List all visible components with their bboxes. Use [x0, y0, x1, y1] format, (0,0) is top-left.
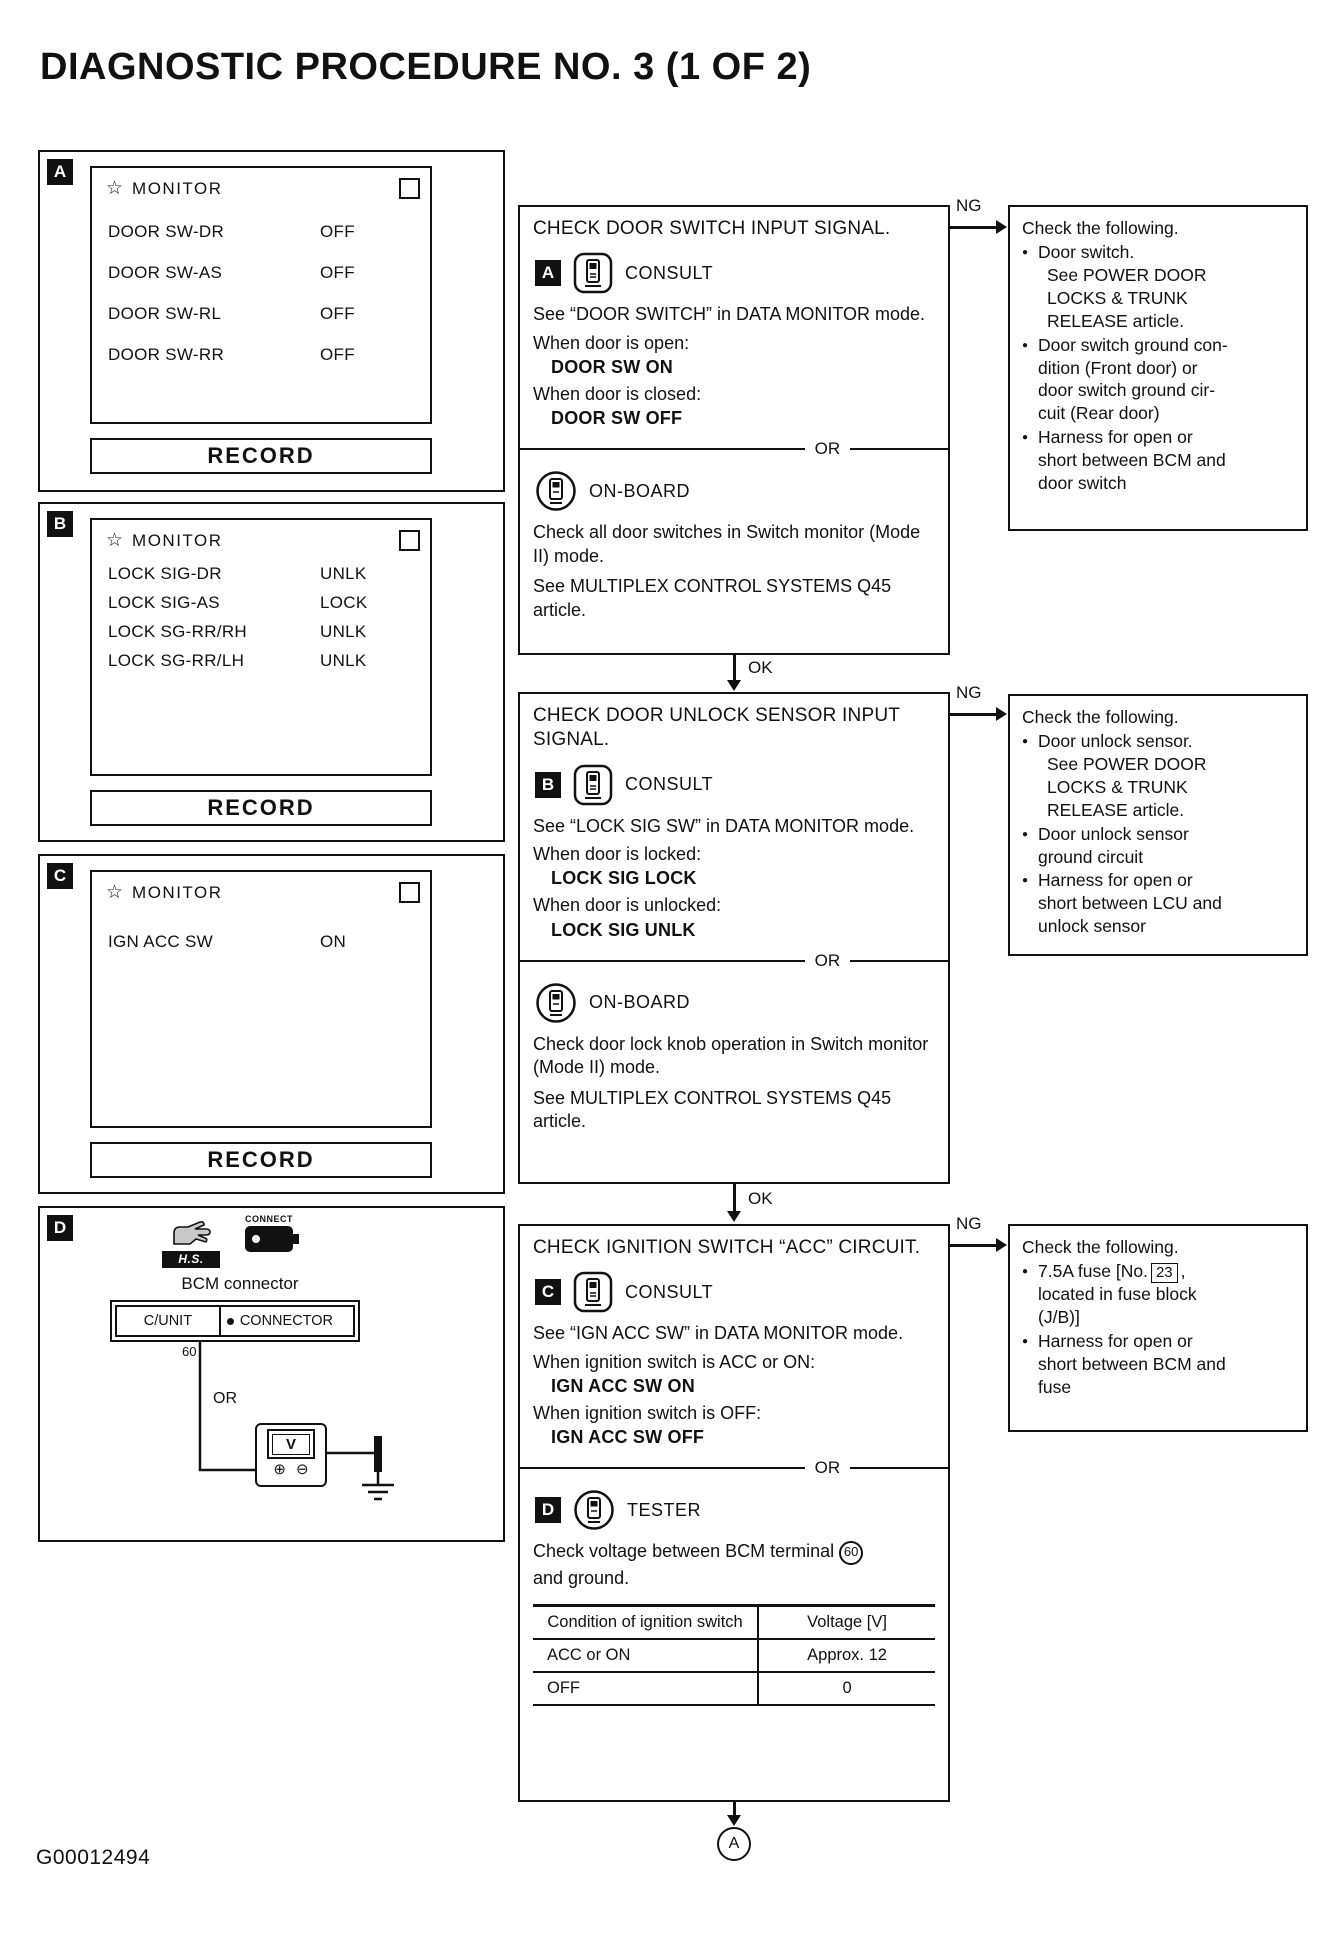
consult-icon: [573, 1271, 613, 1313]
hand-icon: [164, 1220, 218, 1246]
monitor-square-icon: [399, 530, 420, 551]
method-name: ON-BOARD: [589, 480, 691, 501]
see-article-text: See MULTIPLEX CONTROL SYSTEMS Q45 article.: [533, 1087, 892, 1131]
method-name: CONSULT: [625, 262, 714, 283]
onboard-text: Check all door switches in Switch monitor (Mode II) mode.: [533, 522, 921, 566]
connect-label: CONNECT: [245, 1214, 293, 1224]
voltmeter: [255, 1423, 327, 1487]
ng-bullet: ● Door switch ground con- dition (Front door) or door switch ground cir- cuit (Rear door): [1022, 334, 1228, 424]
connect-icon: [234, 1214, 304, 1252]
expected-value: LOCK SIG UNLK: [551, 919, 696, 940]
pin-dot-icon: [227, 1318, 234, 1325]
step-title: CHECK DOOR SWITCH INPUT SIGNAL.: [533, 218, 891, 239]
voltage-table: [533, 1604, 935, 1706]
see-article-text: See MULTIPLEX CONTROL SYSTEMS Q45 article.: [533, 576, 892, 620]
expected-value: IGN ACC SW ON: [551, 1376, 695, 1397]
figure-code: G00012494: [36, 1846, 151, 1869]
condition-text: When door is locked:: [533, 844, 702, 865]
monitor-square-icon: [399, 882, 420, 903]
ng-bullet: ● Harness for open or short between BCM and door switch: [1022, 427, 1226, 494]
monitor-row: DOOR SW-RL OFF: [108, 304, 355, 323]
monitor-card-a: [38, 150, 505, 492]
terminal-number: 60: [182, 1344, 197, 1359]
table-row: OFF 0: [533, 1672, 935, 1705]
or-divider: OR: [520, 1458, 948, 1478]
or-divider: OR: [520, 951, 948, 971]
ng-intro: Check the following.: [1022, 218, 1179, 238]
connector-cell-cunit: C/UNIT: [117, 1307, 221, 1335]
star-icon: ☆: [106, 530, 124, 551]
expected-value: IGN ACC SW OFF: [551, 1427, 705, 1448]
step-title: CHECK DOOR UNLOCK SENSOR INPUT SIGNAL.: [533, 705, 900, 751]
monitor-row: IGN ACC SW ON: [108, 932, 347, 951]
fuse-number-box: 23: [1151, 1263, 1178, 1283]
monitor-title: MONITOR: [132, 530, 223, 550]
step-title: CHECK IGNITION SWITCH “ACC” CIRCUIT.: [533, 1237, 921, 1258]
see-text: See “DOOR SWITCH” in DATA MONITOR mode.: [533, 304, 926, 325]
ref-label: B: [535, 772, 561, 798]
ng-result-box-2: [1008, 694, 1308, 956]
col-header: Voltage [V]: [758, 1606, 935, 1640]
record-bar: RECORD: [90, 1142, 432, 1178]
ref-label-a: A: [47, 159, 73, 185]
ref-label: A: [535, 260, 561, 286]
flow-line: [733, 1802, 736, 1816]
onboard-icon: [535, 470, 577, 512]
bullet-icon: ●: [1022, 875, 1029, 887]
see-text: See “IGN ACC SW” in DATA MONITOR mode.: [533, 1323, 904, 1344]
flow-line: [950, 1244, 997, 1247]
monitor-header: [92, 872, 430, 904]
plus-terminal-icon: ⊕: [273, 1461, 286, 1478]
method-name: ON-BOARD: [589, 992, 691, 1013]
ng-intro: Check the following.: [1022, 707, 1179, 727]
terminal-60-circle: 60: [839, 1541, 863, 1565]
consult-icon: [573, 252, 613, 294]
arrow-right-icon: [996, 1238, 1007, 1252]
condition-text: When door is closed:: [533, 384, 702, 405]
page-title: DIAGNOSTIC PROCEDURE NO. 3 (1 OF 2): [40, 46, 812, 88]
onboard-icon: [535, 982, 577, 1024]
step-box-unlock-sensor: [518, 692, 950, 1184]
table-row: ACC or ON Approx. 12: [533, 1639, 935, 1672]
hs-hand-tool-icon: [162, 1220, 220, 1268]
see-text: See “LOCK SIG SW” in DATA MONITOR mode.: [533, 815, 915, 836]
step-box-door-switch: [518, 205, 950, 655]
connector-card-d: [38, 1206, 505, 1542]
flow-connector-a: A: [717, 1827, 751, 1861]
monitor-screen-c: [90, 870, 432, 1128]
tester-icon: [573, 1489, 615, 1531]
minus-terminal-icon: ⊖: [296, 1461, 309, 1478]
method-name: CONSULT: [625, 774, 714, 795]
ng-label: NG: [956, 1214, 982, 1233]
or-divider: OR: [520, 439, 948, 459]
ng-bullet: ● Harness for open or short between LCU and unlock sensor: [1022, 870, 1222, 937]
ng-intro: Check the following.: [1022, 1237, 1179, 1257]
ground-icon: [362, 1485, 394, 1499]
ng-bullet: ● Door unlock sensor. See POWER DOOR LOCKS & TRUNK RELEASE article.: [1022, 730, 1207, 820]
monitor-title: MONITOR: [132, 178, 223, 198]
monitor-row: DOOR SW-RR OFF: [108, 345, 355, 364]
step-box-ign-acc: [518, 1224, 950, 1802]
hs-label: H.S.: [162, 1251, 220, 1268]
condition-text: When ignition switch is ACC or ON:: [533, 1351, 816, 1372]
monitor-row: DOOR SW-DR OFF: [108, 222, 355, 241]
ng-bullet: ● Door unlock sensor ground circuit: [1022, 823, 1189, 867]
connector-caption: BCM connector: [181, 1274, 299, 1293]
flow-line: [733, 1184, 736, 1212]
flow-line: [950, 713, 997, 716]
bullet-icon: ●: [1022, 1335, 1029, 1347]
method-name: TESTER: [627, 1499, 702, 1520]
flow-line: [950, 226, 997, 229]
tester-text-2: and ground.: [533, 1567, 630, 1588]
star-icon: ☆: [106, 882, 124, 903]
star-icon: ☆: [106, 178, 124, 199]
expected-value: DOOR SW ON: [551, 357, 673, 378]
wiring-lines: [40, 1208, 502, 1539]
tester-text: Check voltage between BCM terminal 60: [533, 1540, 935, 1564]
voltmeter-v: V: [272, 1434, 310, 1455]
bullet-icon: ●: [1022, 828, 1029, 840]
condition-text: When ignition switch is OFF:: [533, 1403, 762, 1424]
bullet-icon: ●: [1022, 432, 1029, 444]
monitor-rows: [92, 932, 430, 952]
monitor-row: LOCK SG-RR/LH UNLK: [108, 651, 367, 670]
consult-icon: [573, 764, 613, 806]
record-bar: RECORD: [90, 790, 432, 826]
ng-label: NG: [956, 196, 982, 215]
condition-text: When door is unlocked:: [533, 895, 722, 916]
arrow-right-icon: [996, 707, 1007, 721]
monitor-title: MONITOR: [132, 882, 223, 902]
bullet-icon: ●: [1022, 735, 1029, 747]
table-header-row: [533, 1606, 935, 1640]
bullet-icon: ●: [1022, 246, 1029, 258]
bullet-icon: ●: [1022, 339, 1029, 351]
monitor-screen-a: [90, 166, 432, 424]
ref-label-d: D: [47, 1215, 73, 1241]
flow-line: [733, 655, 736, 681]
ref-label: D: [535, 1497, 561, 1523]
or-label: OR: [210, 1390, 240, 1408]
condition-text: When door is open:: [533, 332, 690, 353]
monitor-rows: [92, 564, 430, 671]
monitor-card-b: [38, 502, 505, 842]
monitor-header: [92, 520, 430, 552]
monitor-row: DOOR SW-AS OFF: [108, 263, 355, 282]
record-bar: RECORD: [90, 438, 432, 474]
ref-label-b: B: [47, 511, 73, 537]
ng-result-box-1: [1008, 205, 1308, 531]
connector-plug-icon: [245, 1226, 293, 1252]
monitor-screen-b: [90, 518, 432, 776]
connector-cell-connector: CONNECTOR: [221, 1307, 353, 1335]
monitor-row: LOCK SG-RR/RH UNLK: [108, 622, 367, 641]
arrow-down-icon: [727, 680, 741, 691]
bcm-connector-box: [110, 1300, 360, 1342]
monitor-square-icon: [399, 178, 420, 199]
monitor-rows: [92, 222, 430, 365]
ng-label: NG: [956, 683, 982, 702]
arrow-down-icon: [727, 1211, 741, 1222]
monitor-row: LOCK SIG-DR UNLK: [108, 564, 367, 583]
bullet-icon: ●: [1022, 1265, 1029, 1277]
monitor-header: [92, 168, 430, 200]
ok-label: OK: [748, 658, 773, 677]
ng-bullet: ● 7.5A fuse [No. 23 , located in fuse block (J/B)]: [1022, 1260, 1197, 1327]
onboard-text: Check door lock knob operation in Switch monitor (Mode II) mode.: [533, 1033, 929, 1078]
expected-value: LOCK SIG LOCK: [551, 868, 697, 889]
ok-label: OK: [748, 1189, 773, 1208]
ref-label: C: [535, 1279, 561, 1305]
arrow-right-icon: [996, 220, 1007, 234]
method-name: CONSULT: [625, 1281, 714, 1302]
arrow-down-icon: [727, 1815, 741, 1826]
expected-value: DOOR SW OFF: [551, 408, 683, 429]
ng-bullet: ● Door switch. See POWER DOOR LOCKS & TRUNK RELEASE article.: [1022, 241, 1207, 331]
ref-label-c: C: [47, 863, 73, 889]
col-header: Condition of ignition switch: [533, 1606, 758, 1640]
plug-dot: [252, 1235, 260, 1243]
monitor-card-c: [38, 854, 505, 1194]
monitor-row: LOCK SIG-AS LOCK: [108, 593, 368, 612]
ng-result-box-3: [1008, 1224, 1308, 1432]
ng-bullet: ● Harness for open or short between BCM and fuse: [1022, 1330, 1226, 1397]
